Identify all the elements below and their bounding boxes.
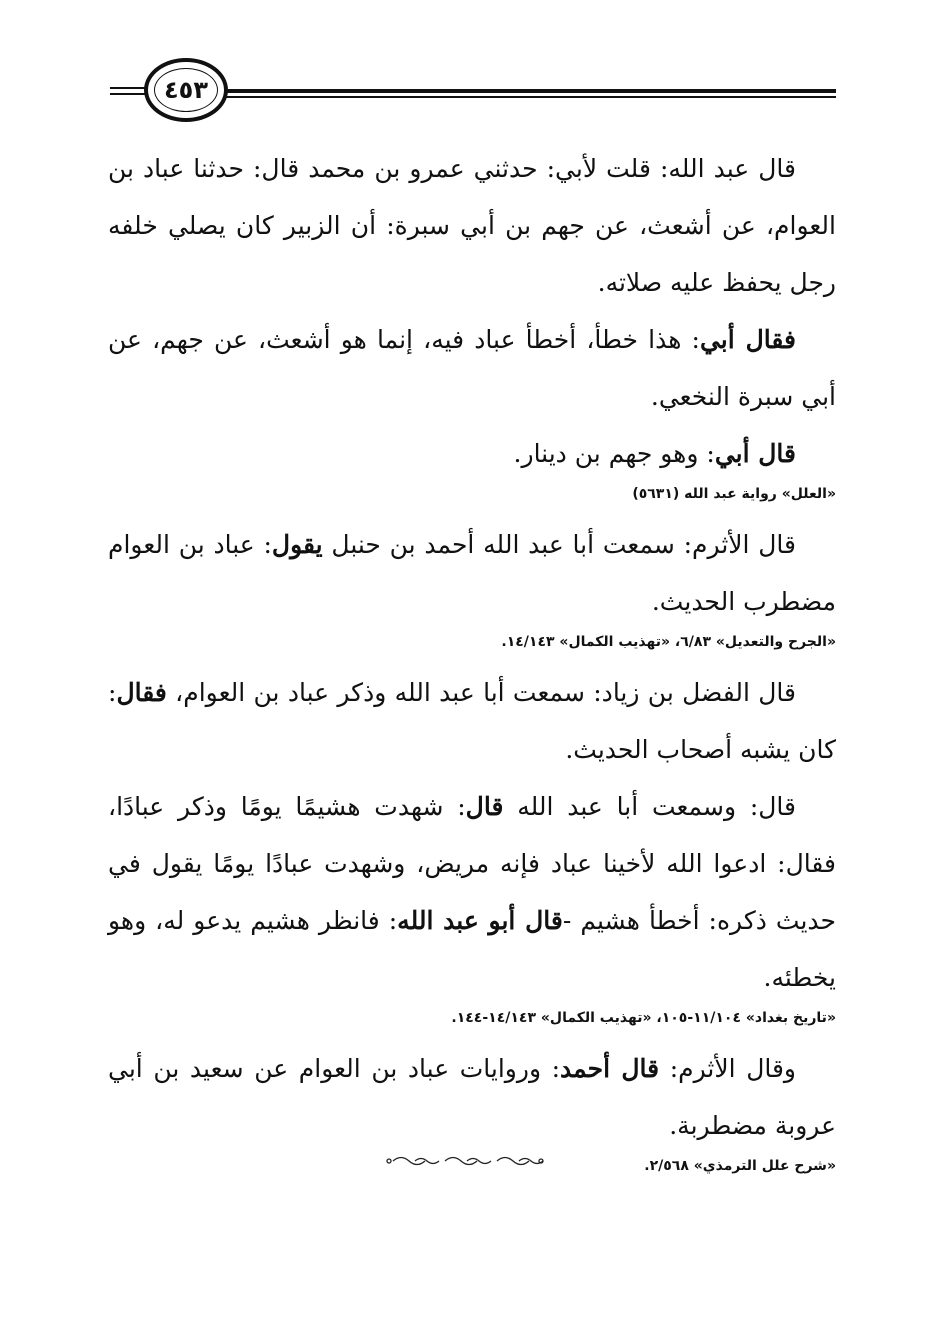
text-segment: قال الأثرم: سمعت أبا عبد الله أحمد بن حنبل <box>322 530 796 559</box>
source-citation: «تاريخ بغداد» ١١/١٠٤-١٠٥، «تهذيب الكمال» ١٤/١٤٣-١٤٤. <box>451 1010 836 1026</box>
paragraph <box>108 140 836 311</box>
text-segment: وقال الأثرم: <box>659 1054 796 1083</box>
page-header <box>110 58 836 118</box>
paragraph <box>108 311 836 425</box>
text-segment: : شهدت هشيمًا يومًا وذكر عبادًا، فقال: ادعوا الله لأخينا عباد فإنه مريض، وشهدت عبادًا يومًا يقول في حديث ذكره: أخطأ هشيم - <box>108 792 836 935</box>
paragraph <box>108 1040 836 1154</box>
header-rule-thin <box>170 96 836 98</box>
text-segment: قال عبد الله: قلت لأبي: حدثني عمرو بن محمد قال: حدثنا عباد بن العوام، عن أشعث، عن جهم بن أبي سبرة: أن الزبير كان يصلي خلفه رجل يحفظ عليه صلاته. <box>108 154 836 297</box>
source-citation: «الجرح والتعديل» ٦/٨٣، «تهذيب الكمال» ١٤/١٤٣. <box>501 634 836 650</box>
text-segment: قال: وسمعت أبا عبد الله <box>503 792 796 821</box>
page-body <box>108 140 836 1188</box>
text-segment: : فانظر هشيم يدعو له، وهو يخطئه. <box>108 906 836 992</box>
bold-phrase: قال أحمد <box>560 1054 660 1083</box>
ornament-divider <box>385 1152 545 1170</box>
bold-phrase: فقال <box>116 678 167 707</box>
bold-phrase: قال أبو عبد الله <box>397 906 563 935</box>
page-number-badge <box>144 58 228 122</box>
header-rule-thick <box>170 89 836 93</box>
bold-phrase: قال <box>465 792 504 821</box>
page-number: ٤٥٣ <box>164 76 208 104</box>
bold-phrase: يقول <box>271 530 323 559</box>
text-segment: : وهو جهم بن دينار. <box>513 439 715 468</box>
paragraph <box>108 664 836 778</box>
bold-phrase: قال أبي <box>714 439 796 468</box>
source-citation: «العلل» رواية عبد الله (٥٦٣١) <box>632 486 836 502</box>
bold-phrase: فقال أبي <box>699 325 797 354</box>
text-segment: : كان يشبه أصحاب الحديث. <box>108 678 836 764</box>
paragraph <box>108 516 836 630</box>
paragraph <box>108 425 836 482</box>
text-segment: : وروايات عباد بن العوام عن سعيد بن أبي عروبة مضطربة. <box>108 1054 836 1140</box>
text-segment: : هذا خطأ، أخطأ عباد فيه، إنما هو أشعث، عن جهم، عن أبي سبرة النخعي. <box>108 325 836 411</box>
text-segment: قال الفضل بن زياد: سمعت أبا عبد الله وذكر عباد بن العوام، <box>166 678 796 707</box>
paragraph <box>108 778 836 1006</box>
source-citation: «شرح علل الترمذي» ٢/٥٦٨. <box>644 1158 836 1174</box>
text-segment: : عباد بن العوام مضطرب الحديث. <box>108 530 836 616</box>
